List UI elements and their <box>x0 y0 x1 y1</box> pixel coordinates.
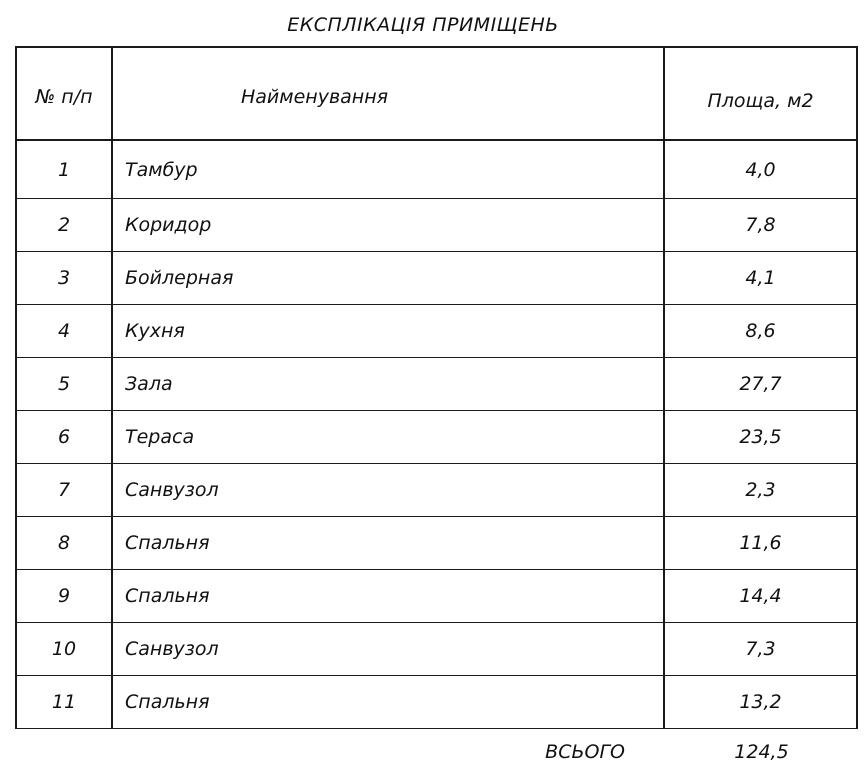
row-number: 4 <box>15 305 113 357</box>
row-number: 11 <box>15 676 113 728</box>
row-area: 2,3 <box>665 464 858 516</box>
header-area: Площа, м2 <box>665 48 858 139</box>
row-area: 14,4 <box>665 570 858 622</box>
table-row <box>15 358 858 411</box>
header-name: Найменування <box>113 48 665 139</box>
row-number: 10 <box>15 623 113 675</box>
table-header-row <box>15 48 858 141</box>
row-number: 1 <box>15 141 113 198</box>
row-area: 7,3 <box>665 623 858 675</box>
table-total-row <box>15 729 858 774</box>
table-row <box>15 305 858 358</box>
row-name: Коридор <box>113 199 665 251</box>
row-name: Спальня <box>113 676 665 728</box>
row-number: 8 <box>15 517 113 569</box>
row-area: 8,6 <box>665 305 858 357</box>
total-spacer <box>15 729 113 774</box>
row-name: Тераса <box>113 411 665 463</box>
row-area: 13,2 <box>665 676 858 728</box>
table-row <box>15 141 858 199</box>
table-row <box>15 252 858 305</box>
total-area: 124,5 <box>734 740 789 763</box>
table-row <box>15 411 858 464</box>
table-body <box>15 141 858 729</box>
row-area: 4,0 <box>665 141 858 198</box>
row-number: 5 <box>15 358 113 410</box>
row-name: Зала <box>113 358 665 410</box>
row-name: Санвузол <box>113 623 665 675</box>
row-area: 11,6 <box>665 517 858 569</box>
total-label: ВСЬОГО <box>545 740 625 763</box>
header-number: № п/п <box>15 48 113 139</box>
row-name: Бойлерная <box>113 252 665 304</box>
row-number: 7 <box>15 464 113 516</box>
table-row <box>15 570 858 623</box>
row-area: 27,7 <box>665 358 858 410</box>
row-name: Спальня <box>113 517 665 569</box>
row-area: 4,1 <box>665 252 858 304</box>
row-number: 2 <box>15 199 113 251</box>
table-row <box>15 676 858 729</box>
table-row <box>15 517 858 570</box>
explication-table <box>15 46 858 774</box>
page-title: ЕКСПЛІКАЦІЯ ПРИМІЩЕНЬ <box>287 14 559 36</box>
table-row <box>15 464 858 517</box>
table-row <box>15 623 858 676</box>
row-number: 3 <box>15 252 113 304</box>
row-area: 23,5 <box>665 411 858 463</box>
row-number: 6 <box>15 411 113 463</box>
row-name: Санвузол <box>113 464 665 516</box>
row-name: Кухня <box>113 305 665 357</box>
row-area: 7,8 <box>665 199 858 251</box>
row-name: Спальня <box>113 570 665 622</box>
row-number: 9 <box>15 570 113 622</box>
row-name: Тамбур <box>113 141 665 198</box>
table-row <box>15 199 858 252</box>
